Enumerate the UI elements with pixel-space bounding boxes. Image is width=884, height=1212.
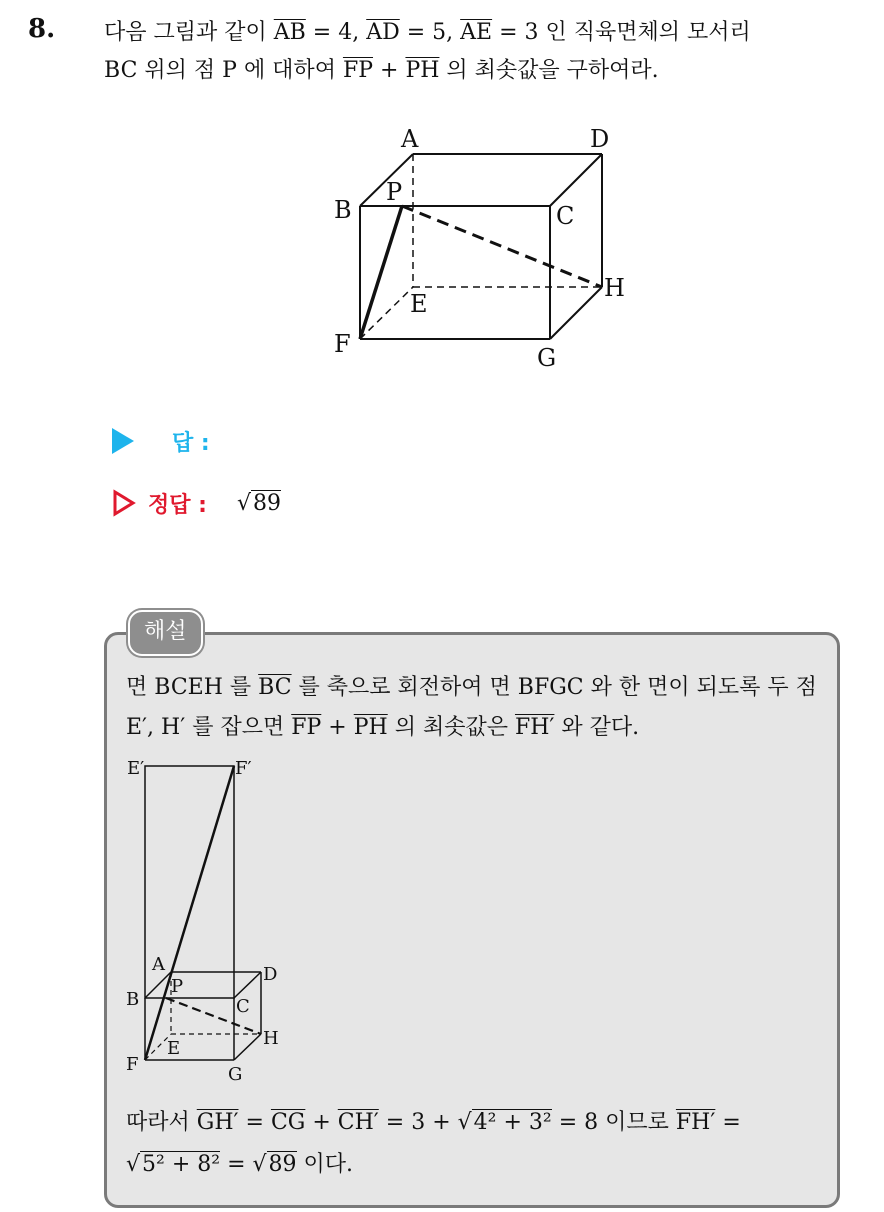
label-d: D	[263, 964, 278, 985]
label-c: C	[556, 202, 575, 230]
sol-text-seg: 따라서	[126, 1110, 197, 1135]
sqrt-expression: √5² + 8²	[126, 1152, 221, 1177]
segment-gh-prime: GH′	[196, 1110, 239, 1135]
edge-cd	[234, 972, 261, 998]
solution-tag: 해설	[128, 610, 203, 656]
label-g: G	[228, 1064, 243, 1085]
radicand: 5² + 8²	[142, 1152, 221, 1177]
label-a: A	[401, 125, 419, 153]
label-e: E	[410, 290, 428, 318]
label-e-prime: E′	[127, 758, 145, 779]
q-text-seg: = 3 인 직육면체의 모서리	[492, 20, 751, 45]
label-p: P	[171, 976, 184, 997]
label-c: C	[236, 996, 250, 1017]
label-a: A	[152, 954, 165, 975]
label-g: G	[537, 344, 557, 372]
segment-ph: $\overline{PH}$	[353, 715, 388, 740]
sol-text-seg: =	[220, 1152, 253, 1177]
radicand: 89	[268, 1152, 297, 1177]
q-text-seg: 다음 그림과 같이	[104, 20, 274, 45]
sqrt-expression: √4² + 3²	[457, 1110, 552, 1135]
segment-ad: $\overline{AD}$	[366, 20, 400, 45]
label-f: F	[126, 1054, 139, 1075]
label-b: B	[334, 196, 352, 224]
label-f-prime: F′	[235, 758, 252, 779]
segment-cg: $\overline{CG}$	[270, 1110, 306, 1135]
segment-bc: $\overline{BC}$	[258, 675, 292, 700]
sol-text-seg: = 3 +	[378, 1110, 458, 1135]
solution-paragraph-1	[126, 668, 826, 748]
segment-ae: $\overline{AE}$	[460, 20, 493, 45]
label-d: D	[590, 125, 610, 153]
sqrt-expression: √89	[252, 1152, 297, 1177]
sol-text-seg: 의 최솟값은	[387, 715, 515, 740]
label-b: B	[126, 989, 140, 1010]
segment-fh-prime: FH′	[514, 715, 555, 740]
label-h: H	[263, 1028, 279, 1049]
edge-cd	[550, 154, 602, 206]
q-text-seg: = 5,	[399, 20, 461, 45]
label-h: H	[604, 274, 625, 302]
segment-fp: $\overline{FP}$	[291, 715, 322, 740]
segment-ph: $\overline{PH}$	[405, 58, 440, 83]
sol-text-seg: = 8 이므로	[551, 1110, 676, 1135]
segment-fh-prime-line	[145, 766, 234, 1060]
question-number: 8.	[28, 14, 56, 44]
label-p: P	[386, 178, 403, 206]
label-e: E	[167, 1038, 181, 1059]
sol-text-seg: 면 BCEH 를	[126, 675, 259, 700]
radicand: 89	[253, 490, 281, 516]
question-text	[104, 14, 874, 90]
edge-gh	[234, 1034, 261, 1060]
q-text-seg: 의 최솟값을 구하여라.	[439, 58, 659, 83]
solution-paragraph-2	[126, 1102, 830, 1186]
radicand: 4² + 3²	[473, 1110, 552, 1135]
unfolded-figure	[118, 752, 318, 1092]
edge-gh	[550, 287, 602, 339]
answer-row	[112, 424, 210, 458]
q-text-seg: +	[373, 58, 406, 83]
q-text-seg: BC 위의 점 P 에 대하여	[104, 58, 343, 83]
q-text-seg: = 4,	[305, 20, 367, 45]
label-f: F	[334, 330, 351, 358]
sol-text-seg: 를 축으로 회전하여 면 BFGC 와 한 면이 되도록 두 점 E′, H′ 를 잡으면	[126, 675, 817, 740]
sol-text-seg: =	[715, 1110, 741, 1135]
correct-answer-label: 정답 :	[148, 492, 207, 518]
answer-label: 답 :	[172, 430, 210, 456]
segment-ab: $\overline{AB}$	[273, 20, 306, 45]
sol-text-seg: 와 같다.	[554, 715, 640, 740]
outline-triangle-icon	[112, 489, 136, 517]
cuboid-figure	[320, 118, 650, 378]
segment-fh-prime: FH′	[675, 1110, 716, 1135]
play-triangle-icon	[112, 428, 134, 454]
sol-text-seg: +	[321, 715, 354, 740]
segment-ch-prime: CH′	[337, 1110, 379, 1135]
sol-text-seg: 이다.	[296, 1152, 354, 1177]
sol-text-seg: +	[305, 1110, 338, 1135]
segment-fp: $\overline{FP}$	[342, 58, 374, 83]
correct-answer-row	[112, 486, 281, 520]
sol-text-seg: =	[238, 1110, 271, 1135]
correct-answer-value: √89	[236, 490, 281, 516]
